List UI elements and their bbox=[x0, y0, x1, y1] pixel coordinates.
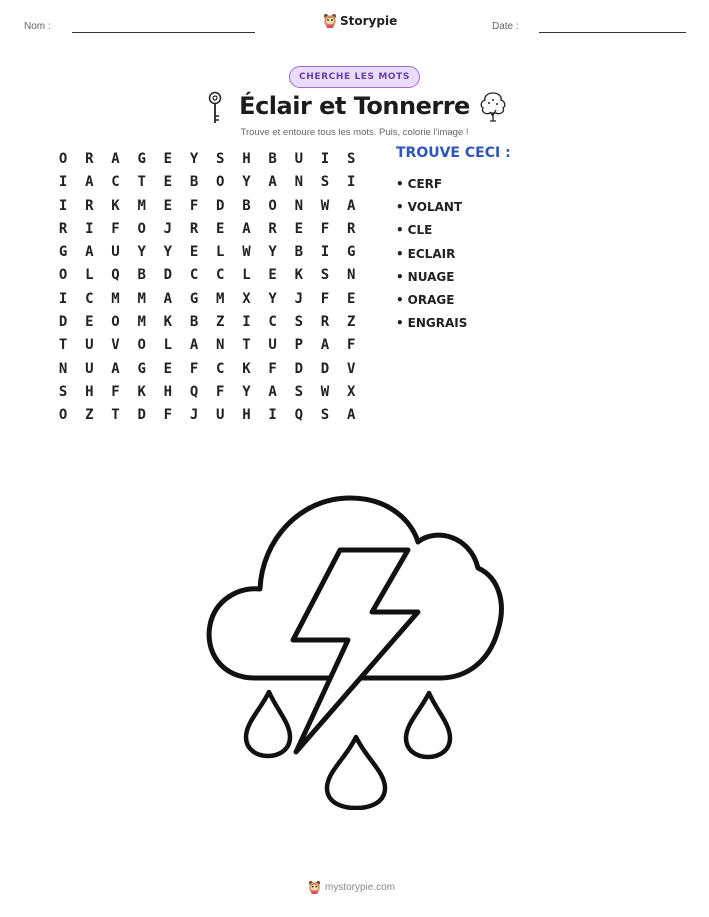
rain-drop-center bbox=[327, 737, 385, 808]
grid-letter[interactable]: R bbox=[189, 220, 199, 237]
grid-letter[interactable]: C bbox=[189, 267, 199, 284]
bullet: • bbox=[396, 293, 404, 308]
grid-letter[interactable]: J bbox=[163, 220, 173, 237]
word-list-item bbox=[396, 219, 467, 242]
grid-letter[interactable]: F bbox=[216, 383, 225, 400]
word-list-item bbox=[396, 312, 467, 335]
bullet: • bbox=[396, 176, 404, 191]
grid-letter[interactable]: Z bbox=[85, 407, 94, 424]
activity-badge bbox=[289, 66, 420, 88]
grid-letter[interactable]: L bbox=[242, 267, 251, 284]
grid-letter[interactable]: Z bbox=[216, 314, 225, 331]
grid-letter[interactable]: R bbox=[85, 151, 94, 167]
grid-letter[interactable]: U bbox=[111, 244, 120, 261]
grid-letter[interactable]: Y bbox=[268, 290, 277, 307]
grid-letter[interactable]: B bbox=[189, 174, 199, 191]
grid-letter[interactable]: E bbox=[85, 314, 94, 331]
grid-letter[interactable]: S bbox=[320, 174, 330, 191]
grid-letter[interactable]: A bbox=[163, 290, 173, 307]
grid-letter[interactable]: A bbox=[85, 174, 94, 191]
grid-letter[interactable]: N bbox=[294, 197, 303, 214]
grid-letter[interactable]: U bbox=[216, 407, 225, 424]
grid-letter[interactable]: J bbox=[294, 290, 303, 307]
grid-letter[interactable]: E bbox=[189, 244, 199, 261]
grid-letter[interactable]: F bbox=[163, 407, 173, 424]
word-list bbox=[396, 172, 467, 335]
word-list-item bbox=[396, 265, 467, 288]
date-label: Date : bbox=[492, 21, 519, 32]
grid-letter[interactable]: T bbox=[137, 174, 146, 191]
grid-letter[interactable]: W bbox=[320, 383, 330, 400]
grid-letter[interactable]: I bbox=[58, 197, 68, 214]
grid-letter[interactable]: D bbox=[320, 360, 330, 377]
word-list-title: TROUVE CECI : bbox=[396, 145, 511, 161]
grid-letter[interactable]: P bbox=[294, 337, 303, 354]
grid-letter[interactable]: A bbox=[346, 197, 356, 214]
grid-letter[interactable]: B bbox=[268, 151, 277, 167]
grid-letter[interactable]: I bbox=[85, 220, 94, 237]
grid-letter[interactable]: X bbox=[242, 290, 251, 307]
grid-letter[interactable]: K bbox=[111, 197, 120, 214]
page-title: Éclair et Tonnerre bbox=[239, 92, 470, 120]
word-text: VOLANT bbox=[407, 199, 463, 214]
rain-drop-left bbox=[246, 692, 290, 756]
footer bbox=[308, 880, 395, 895]
grid-letter[interactable]: G bbox=[137, 360, 146, 377]
grid-letter[interactable]: M bbox=[137, 197, 146, 214]
grid-letter[interactable]: G bbox=[189, 290, 199, 307]
grid-letter[interactable]: M bbox=[137, 314, 146, 331]
grid-letter[interactable]: A bbox=[242, 220, 251, 237]
grid-letter[interactable]: S bbox=[294, 314, 303, 331]
word-list-item bbox=[396, 172, 467, 195]
word-list-item bbox=[396, 288, 467, 311]
grid-letter[interactable]: Y bbox=[242, 174, 251, 191]
instructions: Trouve et entoure tous les mots. Puis, colorie l'image ! bbox=[240, 127, 469, 138]
grid-letter[interactable]: A bbox=[111, 151, 120, 167]
grid-letter[interactable]: M bbox=[111, 290, 120, 307]
grid-letter[interactable]: I bbox=[268, 407, 277, 424]
grid-letter[interactable]: N bbox=[58, 360, 68, 377]
grid-letter[interactable]: J bbox=[189, 407, 199, 424]
grid-letter[interactable]: O bbox=[111, 314, 120, 331]
grid-letter[interactable]: M bbox=[216, 290, 225, 307]
grid-letter[interactable]: D bbox=[163, 267, 173, 284]
grid-letter[interactable]: Y bbox=[242, 383, 251, 400]
grid-letter[interactable]: M bbox=[137, 290, 146, 307]
grid-letter[interactable]: E bbox=[294, 220, 303, 237]
word-list-item bbox=[396, 195, 467, 218]
grid-letter[interactable]: E bbox=[216, 220, 225, 237]
grid-letter[interactable]: A bbox=[268, 383, 277, 400]
grid-letter[interactable]: F bbox=[268, 360, 277, 377]
grid-letter[interactable]: Y bbox=[163, 244, 173, 261]
grid-letter[interactable]: L bbox=[216, 244, 225, 261]
grid-letter[interactable]: O bbox=[58, 407, 68, 424]
grid-letter[interactable]: N bbox=[346, 267, 356, 284]
grid-letter[interactable]: W bbox=[242, 244, 251, 261]
grid-letter[interactable]: O bbox=[137, 220, 146, 237]
grid-letter[interactable]: U bbox=[85, 360, 94, 377]
tree-icon bbox=[478, 91, 508, 123]
grid-letter[interactable]: T bbox=[242, 337, 251, 354]
storypie-logo-icon bbox=[308, 880, 321, 895]
grid-letter[interactable]: Z bbox=[346, 314, 356, 331]
grid-letter[interactable]: G bbox=[346, 244, 356, 261]
grid-letter[interactable]: F bbox=[189, 360, 199, 377]
grid-letter[interactable]: D bbox=[58, 314, 68, 331]
grid-letter[interactable]: D bbox=[216, 197, 225, 214]
word-text: NUAGE bbox=[407, 269, 455, 284]
grid-letter[interactable]: O bbox=[137, 337, 146, 354]
grid-letter[interactable]: S bbox=[346, 151, 356, 167]
grid-letter[interactable]: R bbox=[268, 220, 277, 237]
grid-letter[interactable]: I bbox=[58, 290, 68, 307]
grid-letter[interactable]: F bbox=[346, 337, 356, 354]
grid-letter[interactable]: G bbox=[58, 244, 68, 261]
grid-letter[interactable]: I bbox=[320, 151, 330, 167]
bullet: • bbox=[396, 269, 404, 284]
grid-letter[interactable]: E bbox=[163, 197, 173, 214]
grid-letter[interactable]: C bbox=[216, 360, 225, 377]
word-text: ECLAIR bbox=[407, 246, 456, 261]
grid-letter[interactable]: I bbox=[320, 244, 330, 261]
word-list-item bbox=[396, 242, 467, 265]
grid-letter[interactable]: S bbox=[58, 383, 68, 400]
grid-letter[interactable]: F bbox=[111, 220, 120, 237]
grid-letter[interactable]: C bbox=[268, 314, 277, 331]
grid-letter[interactable]: E bbox=[346, 290, 356, 307]
grid-letter[interactable]: Y bbox=[189, 151, 199, 167]
grid-letter[interactable]: K bbox=[163, 314, 173, 331]
grid-letter[interactable]: N bbox=[294, 174, 303, 191]
lightning-bolt bbox=[293, 550, 418, 752]
grid-letter[interactable]: X bbox=[346, 383, 356, 400]
grid-letter[interactable]: U bbox=[268, 337, 277, 354]
grid-letter[interactable]: E bbox=[268, 267, 277, 284]
grid-letter[interactable]: H bbox=[85, 383, 94, 400]
grid-letter[interactable]: I bbox=[242, 314, 251, 331]
grid-letter[interactable]: A bbox=[189, 337, 199, 354]
grid-letter[interactable]: R bbox=[85, 197, 94, 214]
grid-letter[interactable]: B bbox=[137, 267, 146, 284]
grid-letter[interactable]: O bbox=[58, 151, 68, 167]
grid-letter[interactable]: F bbox=[111, 383, 120, 400]
grid-letter[interactable]: K bbox=[242, 360, 251, 377]
grid-letter[interactable]: B bbox=[189, 314, 199, 331]
grid-letter[interactable]: Y bbox=[268, 244, 277, 261]
grid-letter[interactable]: A bbox=[111, 360, 120, 377]
grid-letter[interactable]: T bbox=[58, 337, 68, 354]
grid-letter[interactable]: F bbox=[320, 290, 330, 307]
grid-letter[interactable]: L bbox=[85, 267, 94, 284]
grid-letter[interactable]: E bbox=[163, 360, 173, 377]
grid-letter[interactable]: H bbox=[163, 383, 173, 400]
word-text: CERF bbox=[407, 176, 443, 191]
grid-letter[interactable]: W bbox=[320, 197, 330, 214]
grid-letter[interactable]: C bbox=[85, 290, 94, 307]
name-label: Nom : bbox=[24, 21, 51, 32]
grid-letter[interactable]: Q bbox=[189, 383, 199, 400]
storm-cloud-illustration bbox=[200, 490, 510, 810]
grid-letter[interactable]: H bbox=[242, 407, 251, 424]
grid-letter[interactable]: O bbox=[58, 267, 68, 284]
grid-letter[interactable]: I bbox=[346, 174, 356, 191]
grid-letter[interactable]: V bbox=[346, 360, 356, 377]
bullet: • bbox=[396, 246, 404, 261]
grid-letter[interactable]: H bbox=[242, 151, 251, 167]
grid-letter[interactable]: K bbox=[137, 383, 146, 400]
grid-letter[interactable]: N bbox=[216, 337, 225, 354]
word-text: ORAGE bbox=[407, 293, 455, 308]
word-text: ENGRAIS bbox=[407, 316, 468, 331]
grid-letter[interactable]: S bbox=[216, 151, 225, 167]
grid-letter[interactable]: B bbox=[294, 244, 303, 261]
grid-letter[interactable]: Q bbox=[111, 267, 120, 284]
grid-letter[interactable]: F bbox=[189, 197, 199, 214]
grid-letter[interactable]: A bbox=[85, 244, 94, 261]
grid-letter[interactable]: R bbox=[346, 220, 356, 237]
grid-letter[interactable]: S bbox=[320, 407, 330, 424]
grid-letter[interactable]: A bbox=[346, 407, 356, 424]
grid-letter[interactable]: Q bbox=[294, 407, 303, 424]
grid-letter[interactable]: A bbox=[268, 174, 277, 191]
grid-letter[interactable]: C bbox=[216, 267, 225, 284]
grid-letter[interactable]: B bbox=[242, 197, 251, 214]
word-search-grid[interactable] bbox=[50, 148, 364, 428]
grid-letter[interactable]: D bbox=[137, 407, 146, 424]
bullet: • bbox=[396, 316, 404, 331]
grid-letter[interactable]: E bbox=[163, 174, 173, 191]
grid-letter[interactable]: V bbox=[111, 337, 120, 354]
activity-badge-label: CHERCHE LES MOTS bbox=[299, 72, 410, 82]
grid-letter[interactable]: G bbox=[137, 151, 146, 167]
grid-letter[interactable]: O bbox=[216, 174, 225, 191]
storypie-logo-icon bbox=[323, 13, 337, 29]
bullet: • bbox=[396, 223, 404, 238]
grid-letter[interactable]: R bbox=[58, 220, 68, 237]
grid-letter[interactable]: A bbox=[320, 337, 330, 354]
grid-letter[interactable]: U bbox=[85, 337, 94, 354]
bullet: • bbox=[396, 199, 404, 214]
brand bbox=[323, 13, 397, 29]
date-line bbox=[539, 32, 686, 33]
rain-drop-right bbox=[406, 693, 450, 757]
grid-letter[interactable]: O bbox=[268, 197, 277, 214]
grid-letter[interactable]: S bbox=[294, 383, 303, 400]
grid-letter[interactable]: Y bbox=[137, 244, 146, 261]
grid-letter[interactable]: R bbox=[320, 314, 330, 331]
grid-letter[interactable]: U bbox=[294, 151, 303, 167]
grid-letter[interactable]: T bbox=[111, 407, 120, 424]
footer-url[interactable]: mystorypie.com bbox=[325, 882, 396, 893]
brand-name: Storypie bbox=[340, 14, 398, 28]
grid-letter[interactable]: L bbox=[163, 337, 173, 354]
name-line bbox=[72, 32, 255, 33]
grid-letter[interactable]: D bbox=[294, 360, 303, 377]
grid-letter[interactable]: K bbox=[294, 267, 303, 284]
grid-letter[interactable]: E bbox=[163, 151, 173, 167]
grid-letter[interactable]: S bbox=[320, 267, 330, 284]
grid-letter[interactable]: I bbox=[58, 174, 68, 191]
word-text: CLE bbox=[407, 223, 433, 238]
grid-letter[interactable]: C bbox=[111, 174, 120, 191]
grid-letter[interactable]: F bbox=[320, 220, 330, 237]
